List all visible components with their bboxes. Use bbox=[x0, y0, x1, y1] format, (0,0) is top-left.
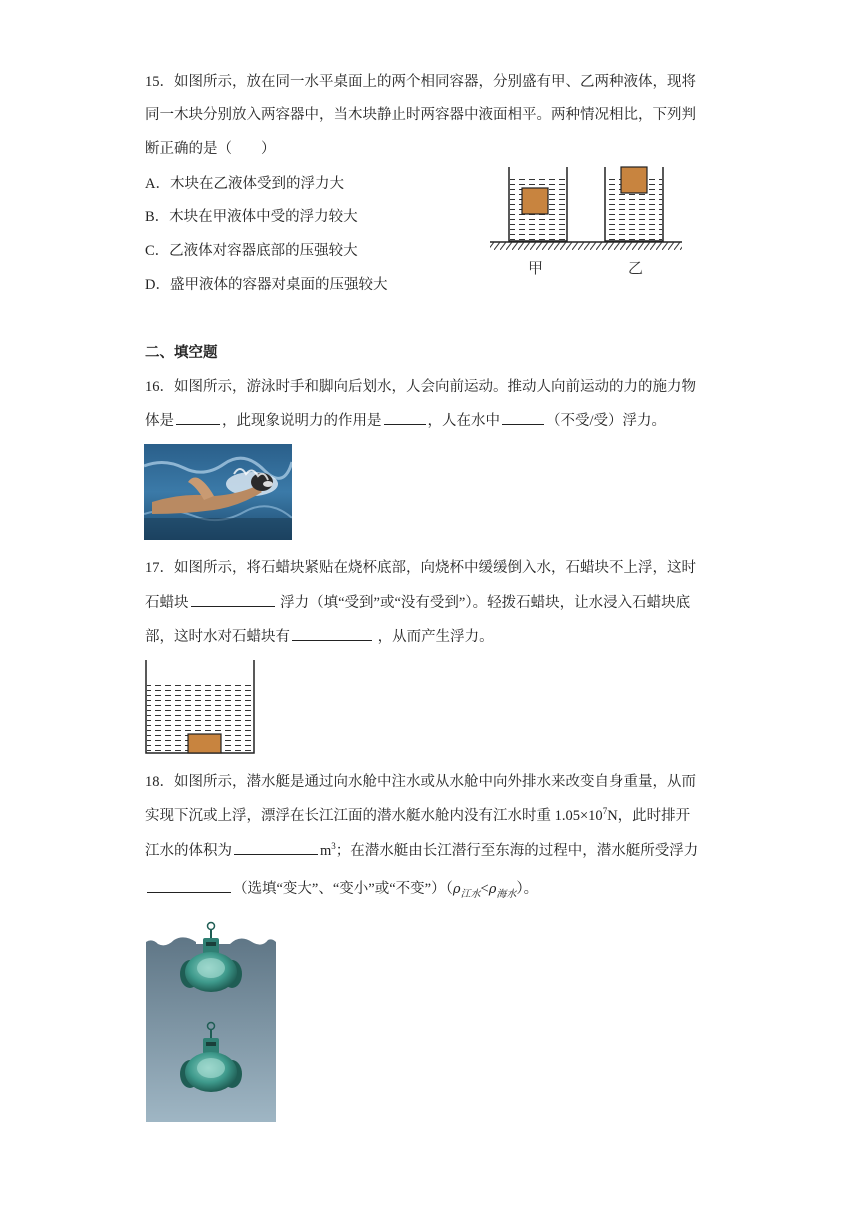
less-than: < bbox=[480, 881, 489, 897]
q18-text-c: 江水的体积为 bbox=[145, 843, 232, 859]
q18-text-f: ）。 bbox=[516, 881, 539, 897]
q16-blank-1[interactable] bbox=[176, 410, 220, 425]
rho-subscript-sea: 海水 bbox=[496, 888, 517, 900]
rho-subscript-river: 江水 bbox=[460, 888, 481, 900]
q17-text-a: 石蜡块 bbox=[145, 595, 189, 611]
q15-containers-figure bbox=[488, 162, 688, 254]
q16-blank-3[interactable] bbox=[502, 410, 544, 425]
q15-option-b: B．木块在甲液体中受的浮力较大 bbox=[145, 209, 358, 225]
q18-text-a: 实现下沉或上浮，漂浮在长江江面的潜水艇水舱内没有江水时重 1.05×10 bbox=[145, 808, 603, 824]
q18-text-e: （选填“变大”、“变小”或“不变”）（ bbox=[233, 881, 453, 897]
q17-line-1: 17．如图所示，将石蜡块紧贴在烧杯底部，向烧杯中缓缓倒入水，石蜡块不上浮，这时 bbox=[145, 560, 696, 576]
section-title-fill-in: 二、填空题 bbox=[145, 345, 218, 361]
q17-text-d: ，从而产生浮力。 bbox=[374, 629, 494, 645]
q16-text-a: 体是 bbox=[145, 413, 174, 429]
q18-blank-2[interactable] bbox=[147, 878, 231, 893]
q18-exponent-7: 7 bbox=[602, 806, 608, 817]
q15-line-2: 同一木块分别放入两容器中，当木块静止时两容器中液面相平。两种情况相比，下列判 bbox=[145, 107, 696, 123]
q17-line-2 bbox=[145, 592, 690, 613]
q18-line-3 bbox=[145, 840, 698, 861]
q18-line-1: 18．如图所示，潜水艇是通过向水舱中注水或从水舱中向外排水来改变自身重量，从而 bbox=[145, 774, 696, 790]
q16-line-1: 16．如图所示，游泳时手和脚向后划水，人会向前运动。推动人向前运动的力的施力物 bbox=[145, 379, 696, 395]
q18-unit: m bbox=[320, 843, 332, 859]
q18-text-b: N，此时排开 bbox=[607, 808, 691, 824]
q18-line-4 bbox=[145, 878, 538, 900]
q18-blank-1[interactable] bbox=[234, 840, 318, 855]
q18-line-2 bbox=[145, 806, 690, 826]
q16-text-c: ，人在水中 bbox=[427, 413, 500, 429]
q15-label-yi: 乙 bbox=[628, 259, 644, 277]
q18-text-d: ；在潜水艇由长江潜行至东海的过程中，潜水艇所受浮力 bbox=[335, 843, 699, 859]
q16-text-b: ，此现象说明力的作用是 bbox=[222, 413, 382, 429]
q16-blank-2[interactable] bbox=[384, 410, 426, 425]
q17-text-c: 部，这时水对石蜡块有 bbox=[145, 629, 290, 645]
q18-exponent-3: 3 bbox=[331, 841, 336, 852]
q17-text-b: 浮力（填“受到”或“没有受到”）。轻拨石蜡块，让水浸入石蜡块底 bbox=[276, 595, 691, 611]
rho-symbol-1: ρ bbox=[452, 882, 461, 897]
q15-option-d: D．盛甲液体的容器对桌面的压强较大 bbox=[145, 277, 388, 293]
q15-option-a: A．木块在乙液体受到的浮力大 bbox=[145, 176, 344, 192]
q17-line-3 bbox=[145, 626, 494, 647]
q17-blank-1[interactable] bbox=[191, 592, 275, 607]
rho-symbol-2: ρ bbox=[488, 882, 497, 897]
q15-label-jia: 甲 bbox=[528, 259, 544, 277]
q15-line-1: 15．如图所示，放在同一水平桌面上的两个相同容器，分别盛有甲、乙两种液体，现将 bbox=[145, 74, 696, 90]
swimmer-photo bbox=[144, 444, 292, 540]
q16-line-2 bbox=[145, 410, 666, 431]
q17-beaker-figure bbox=[144, 658, 258, 756]
q16-text-d: （不受/受）浮力。 bbox=[546, 413, 667, 429]
q18-submarine-figure bbox=[144, 920, 278, 1124]
q17-blank-2[interactable] bbox=[292, 626, 372, 641]
q15-option-c: C．乙液体对容器底部的压强较大 bbox=[145, 243, 358, 259]
q15-line-3: 断正确的是（ ） bbox=[145, 141, 276, 157]
